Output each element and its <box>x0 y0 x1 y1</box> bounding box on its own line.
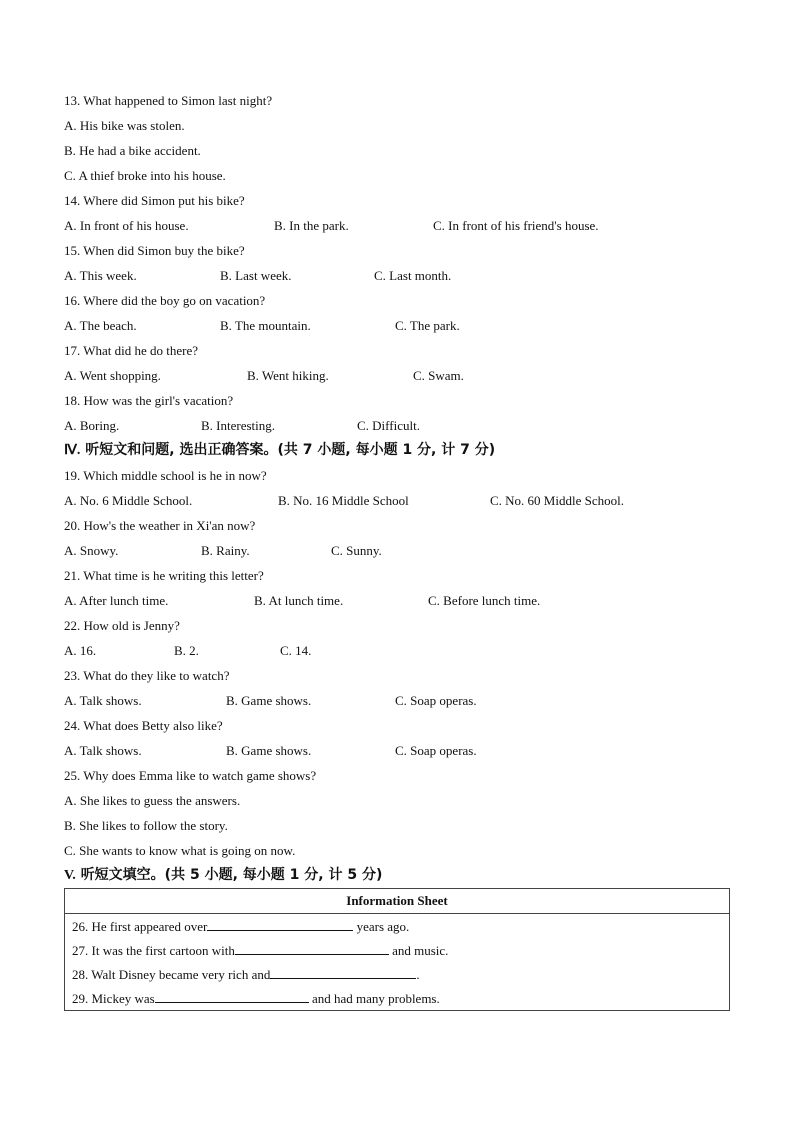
option-23b: B. Game shows. <box>226 693 312 708</box>
option-17a: A. Went shopping. <box>64 368 161 383</box>
blank-26[interactable] <box>207 918 353 931</box>
option-24b: B. Game shows. <box>226 743 312 758</box>
info-row-28-text: 28. Walt Disney became very rich and <box>72 966 271 982</box>
info-row-28 <box>65 962 730 986</box>
option-15b: B. Last week. <box>220 268 292 283</box>
option-16c: C. The park. <box>395 318 460 333</box>
options-22 <box>64 638 734 663</box>
section-4-title: 听短文和问题, 选出正确答案。(共 7 小题, 每小题 1 分, 计 7 分) <box>85 442 496 458</box>
question-16: 16. Where did the boy go on vacation? <box>64 293 266 308</box>
info-row-26 <box>65 914 730 939</box>
option-16a: A. The beach. <box>64 318 137 333</box>
blank-27[interactable] <box>235 942 389 955</box>
option-15a: A. This week. <box>64 268 137 283</box>
question-15: 15. When did Simon buy the bike? <box>64 243 245 258</box>
options-19 <box>64 488 734 513</box>
option-14b: B. In the park. <box>274 218 349 233</box>
options-24 <box>64 738 734 763</box>
section-4-numeral: Ⅳ. <box>64 443 81 458</box>
question-23: 23. What do they like to watch? <box>64 668 230 683</box>
question-24: 24. What does Betty also like? <box>64 718 223 733</box>
options-23 <box>64 688 734 713</box>
section-5-numeral: V. <box>64 868 76 883</box>
section-5-heading <box>64 863 734 888</box>
option-15c: C. Last month. <box>374 268 452 283</box>
option-13c: C. A thief broke into his house. <box>64 168 226 183</box>
info-row-27-suffix: and music. <box>388 942 449 958</box>
info-row-29-suffix: and had many problems. <box>308 990 440 1006</box>
option-20c: C. Sunny. <box>331 543 382 558</box>
option-24c: C. Soap operas. <box>395 743 477 758</box>
information-sheet-header: Information Sheet <box>65 889 730 914</box>
option-21b: B. At lunch time. <box>254 593 344 608</box>
option-23a: A. Talk shows. <box>64 693 142 708</box>
option-21a: A. After lunch time. <box>64 593 169 608</box>
option-13a: A. His bike was stolen. <box>64 118 185 133</box>
option-17b: B. Went hiking. <box>247 368 329 383</box>
option-16b: B. The mountain. <box>220 318 311 333</box>
blank-28[interactable] <box>270 966 416 979</box>
options-20 <box>64 538 734 563</box>
blank-29[interactable] <box>155 990 309 1003</box>
info-row-29 <box>65 986 730 1011</box>
section-5-title: 听短文填空。(共 5 小题, 每小题 1 分, 计 5 分) <box>80 867 383 883</box>
info-row-29-text: 29. Mickey was <box>72 990 155 1006</box>
question-14: 14. Where did Simon put his bike? <box>64 193 245 208</box>
options-18 <box>64 413 734 438</box>
option-13b: B. He had a bike accident. <box>64 143 201 158</box>
info-row-28-suffix: . <box>416 966 420 982</box>
option-20a: A. Snowy. <box>64 543 119 558</box>
option-25c: C. She wants to know what is going on now. <box>64 843 296 858</box>
option-25b: B. She likes to follow the story. <box>64 818 228 833</box>
option-18c: C. Difficult. <box>357 418 420 433</box>
options-21 <box>64 588 734 613</box>
option-20b: B. Rainy. <box>201 543 250 558</box>
option-18b: B. Interesting. <box>201 418 276 433</box>
exam-page <box>64 88 734 1011</box>
question-20: 20. How's the weather in Xi'an now? <box>64 518 256 533</box>
info-row-27 <box>65 938 730 962</box>
options-15 <box>64 263 734 288</box>
info-row-26-text: 26. He first appeared over <box>72 918 208 934</box>
option-19b: B. No. 16 Middle School <box>278 493 409 508</box>
option-25a: A. She likes to guess the answers. <box>64 793 241 808</box>
option-22b: B. 2. <box>174 643 199 658</box>
question-19: 19. Which middle school is he in now? <box>64 468 267 483</box>
option-19c: C. No. 60 Middle School. <box>490 493 624 508</box>
info-row-27-text: 27. It was the first cartoon with <box>72 942 235 958</box>
info-row-26-suffix: years ago. <box>353 918 410 934</box>
options-16 <box>64 313 734 338</box>
options-17 <box>64 363 734 388</box>
option-18a: A. Boring. <box>64 418 120 433</box>
option-19a: A. No. 6 Middle School. <box>64 493 193 508</box>
option-22a: A. 16. <box>64 643 97 658</box>
question-17: 17. What did he do there? <box>64 343 199 358</box>
option-21c: C. Before lunch time. <box>428 593 541 608</box>
question-18: 18. How was the girl's vacation? <box>64 393 234 408</box>
question-21: 21. What time is he writing this letter? <box>64 568 264 583</box>
option-22c: C. 14. <box>280 643 312 658</box>
option-23c: C. Soap operas. <box>395 693 477 708</box>
question-13: 13. What happened to Simon last night? <box>64 93 273 108</box>
options-14 <box>64 213 734 238</box>
question-22: 22. How old is Jenny? <box>64 618 180 633</box>
section-4-heading <box>64 438 734 463</box>
information-sheet-table <box>64 888 730 1011</box>
option-17c: C. Swam. <box>413 368 464 383</box>
option-24a: A. Talk shows. <box>64 743 142 758</box>
option-14a: A. In front of his house. <box>64 218 189 233</box>
question-25: 25. Why does Emma like to watch game shows? <box>64 768 317 783</box>
option-14c: C. In front of his friend's house. <box>433 218 599 233</box>
